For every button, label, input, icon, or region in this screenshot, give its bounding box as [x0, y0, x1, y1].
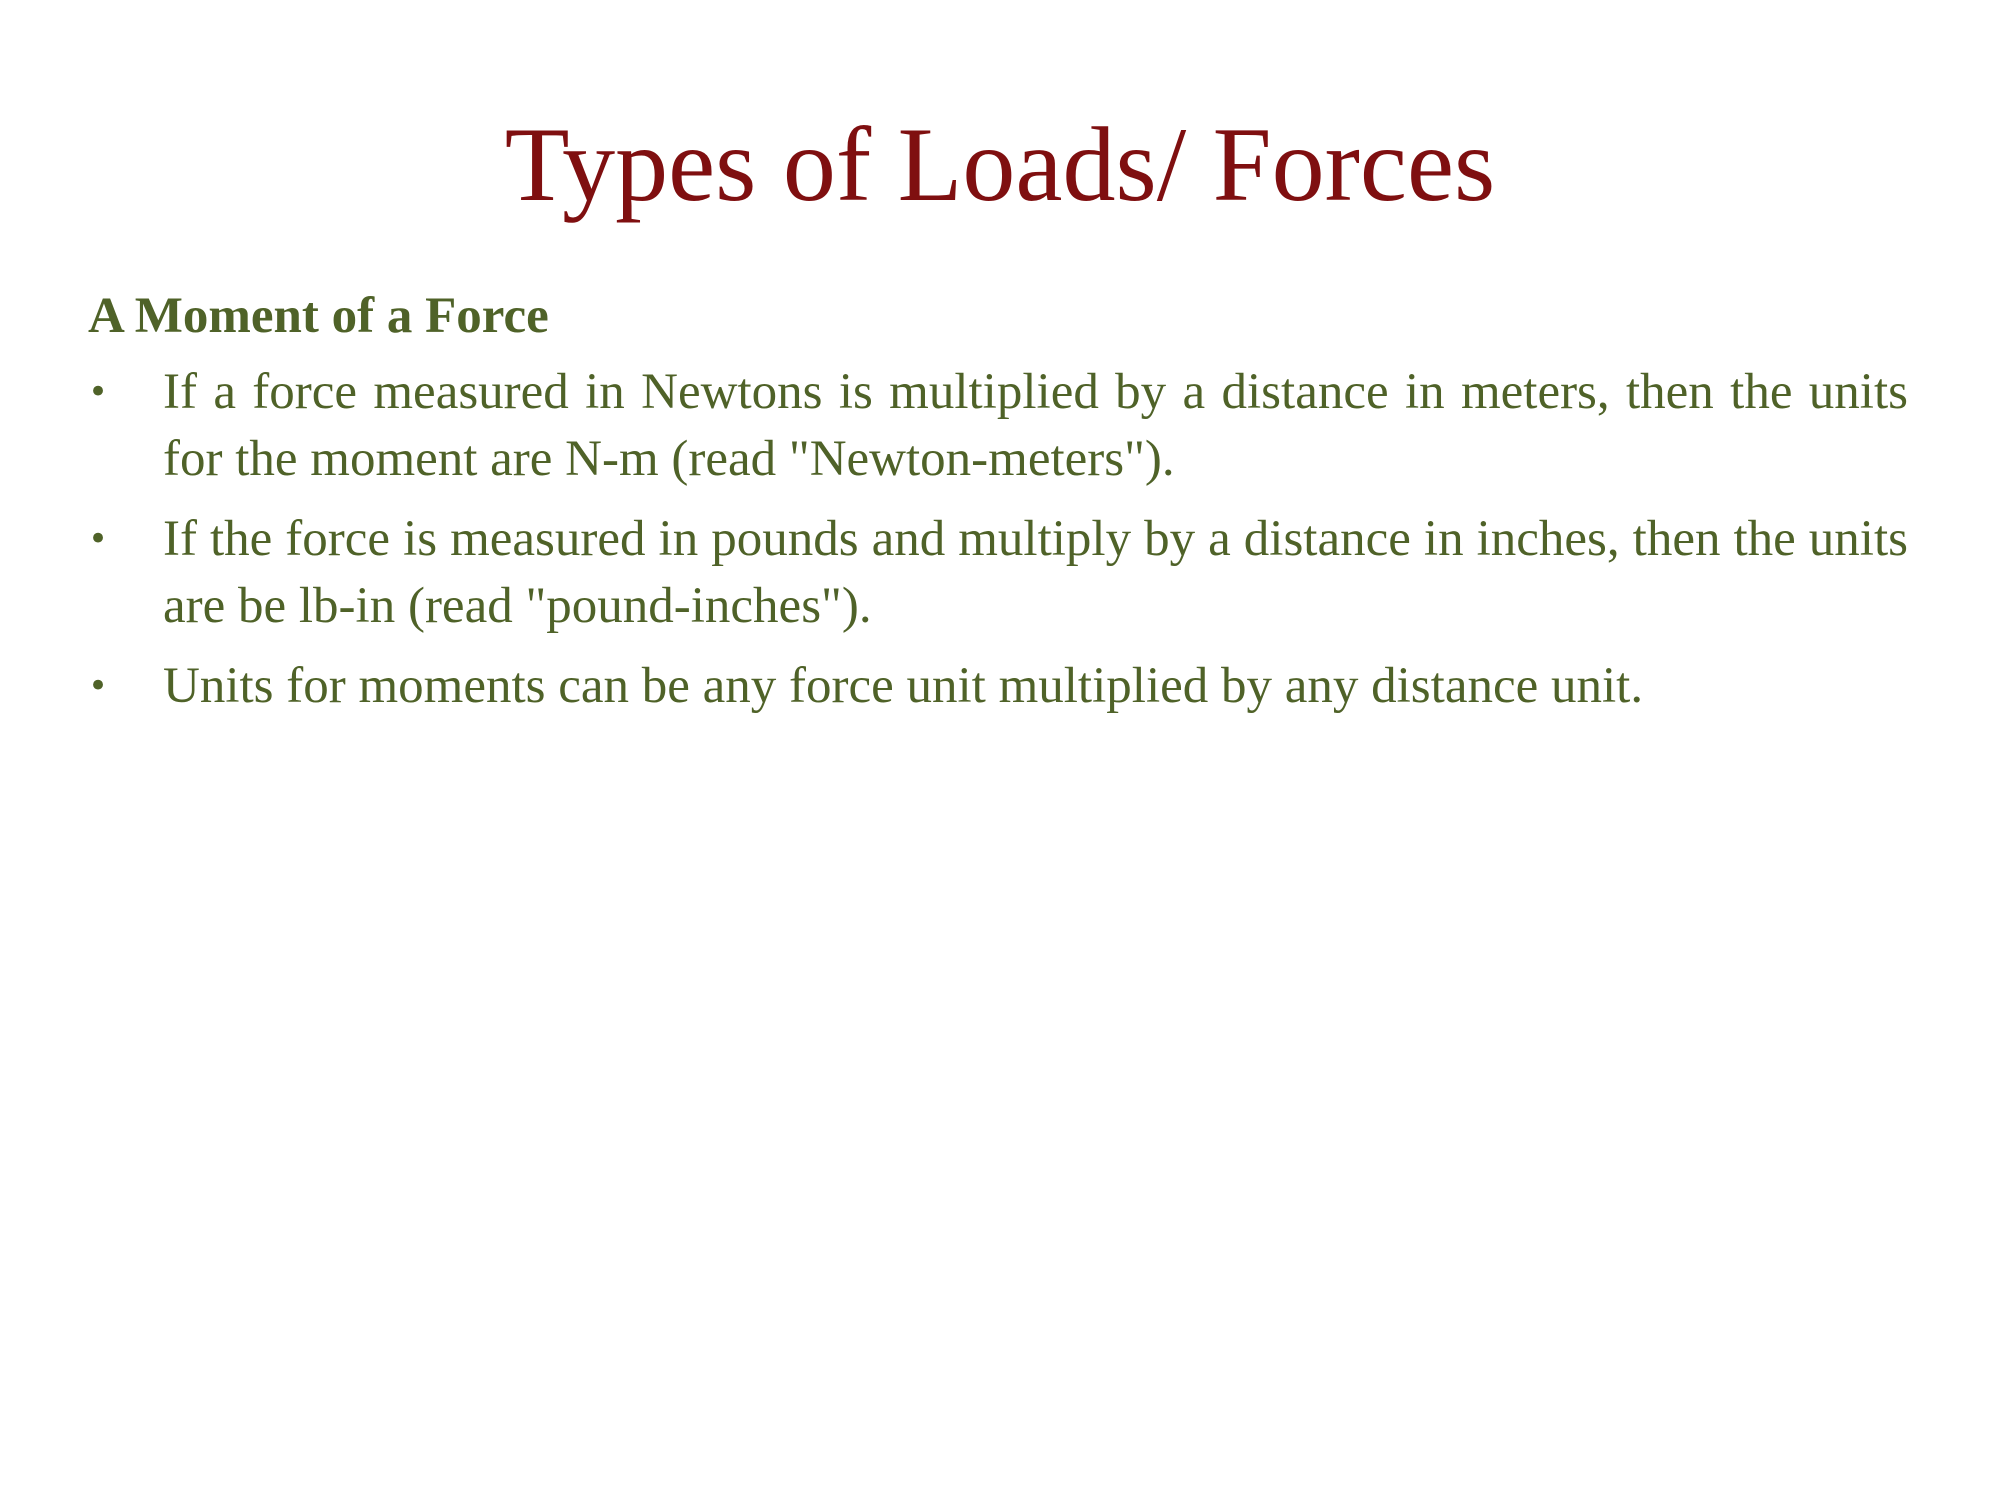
slide-title: Types of Loads/ Forces — [504, 106, 1496, 223]
bullet-text: If the force is measured in pounds and multiply by a distance in inches, then the units are be lb-in (read "pound-inches"). — [163, 511, 1908, 634]
slide-content — [88, 283, 1908, 733]
section-heading: A Moment of a Force — [88, 288, 549, 344]
bullet-item — [88, 359, 1908, 493]
bullet-item — [88, 506, 1908, 640]
bullet-text: If a force measured in Newtons is multiplied by a distance in meters, then the units for the moment are N-m (read "Newton-meters"). — [163, 364, 1908, 487]
bullet-icon: • — [88, 372, 109, 412]
bullet-list — [88, 359, 1908, 720]
bullet-text: Units for moments can be any force unit multiplied by any distance unit. — [163, 658, 1644, 714]
bullet-icon: • — [88, 519, 109, 559]
bullet-icon: • — [88, 666, 109, 706]
bullet-item — [88, 653, 1908, 720]
